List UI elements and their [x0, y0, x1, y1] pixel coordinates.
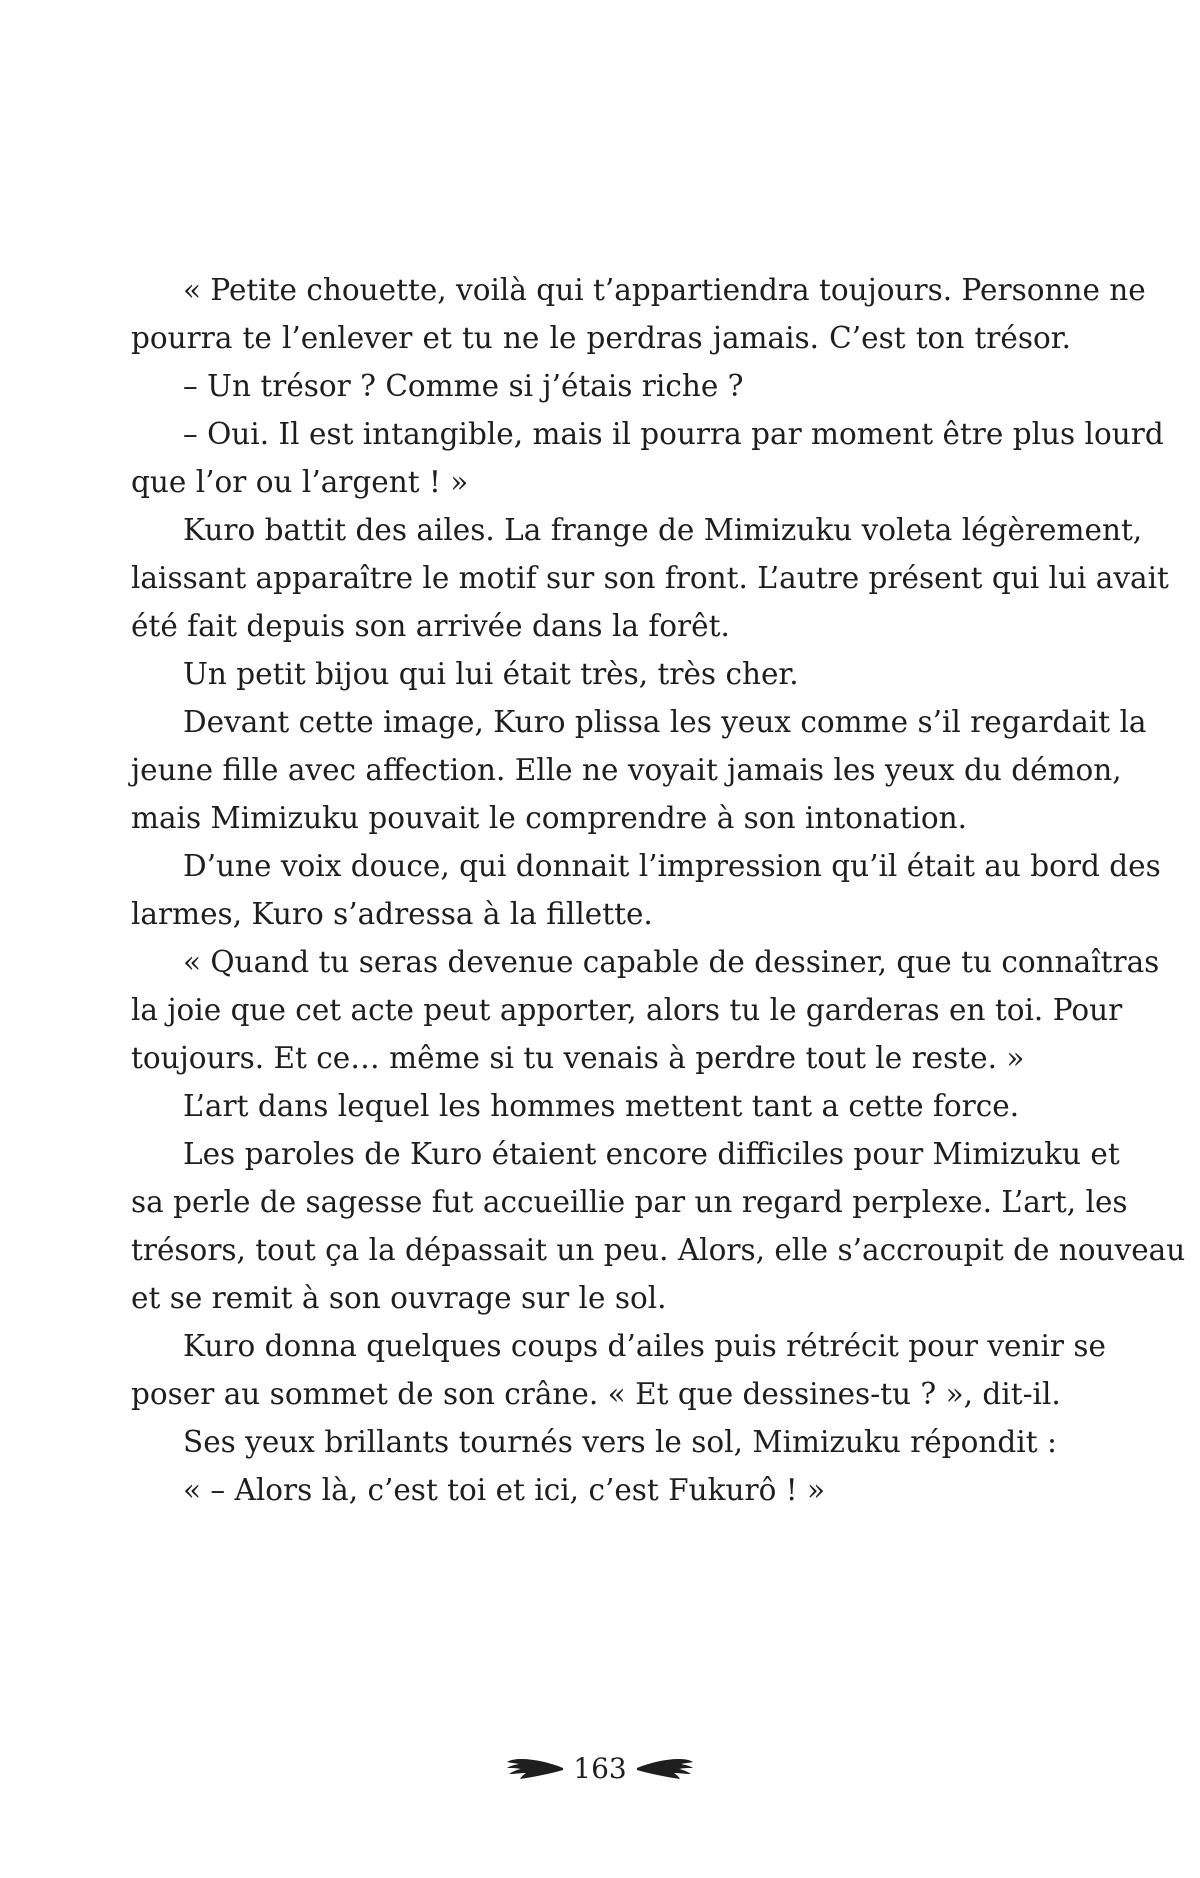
text-line: Devant cette image, Kuro plissa les yeux comme s’il regardait la — [183, 705, 1147, 739]
text-line: larmes, Kuro s’adressa à la fillette. — [131, 897, 653, 931]
text-line: pourra te l’enlever et tu ne le perdras jamais. C’est ton trésor. — [131, 321, 1071, 355]
text-line: L’art dans lequel les hommes mettent tant a cette force. — [183, 1089, 1020, 1123]
text-line: D’une voix douce, qui donnait l’impression qu’il était au bord des — [183, 849, 1161, 883]
text-line: « – Alors là, c’est toi et ici, c’est Fukurô ! » — [183, 1473, 826, 1507]
text-line: poser au sommet de son crâne. « Et que dessines-tu ? », dit-il. — [131, 1377, 1061, 1411]
text-line: Ses yeux brillants tournés vers le sol, Mimizuku répondit : — [183, 1425, 1057, 1459]
page-number: 163 — [573, 1751, 627, 1785]
text-line: – Oui. Il est intangible, mais il pourra par moment être plus lourd — [183, 417, 1164, 451]
text-line: – Un trésor ? Comme si j’étais riche ? — [183, 369, 744, 403]
text-line: « Quand tu seras devenue capable de dessiner, que tu connaîtras — [183, 945, 1160, 979]
text-line: Les paroles de Kuro étaient encore difficiles pour Mimizuku et — [183, 1137, 1120, 1171]
text-line: Un petit bijou qui lui était très, très cher. — [183, 657, 799, 691]
text-line: la joie que cet acte peut apporter, alors tu le garderas en toi. Pour — [131, 993, 1123, 1027]
text-line: que l’or ou l’argent ! » — [131, 465, 469, 499]
text-line: « Petite chouette, voilà qui t’appartiendra toujours. Personne ne — [183, 273, 1146, 307]
text-line: et se remit à son ouvrage sur le sol. — [131, 1281, 667, 1315]
text-line: jeune fille avec affection. Elle ne voyait jamais les yeux du démon, — [131, 753, 1122, 787]
page-footer — [0, 1746, 1200, 1790]
text-line: Kuro battit des ailes. La frange de Mimizuku voleta légèrement, — [183, 513, 1143, 547]
text-line: toujours. Et ce… même si tu venais à perdre tout le reste. » — [131, 1041, 1025, 1075]
page-body — [131, 266, 1186, 1514]
wing-right-icon — [635, 1755, 695, 1781]
text-line: sa perle de sagesse fut accueillie par un regard perplexe. L’art, les — [131, 1185, 1128, 1219]
text-line: été fait depuis son arrivée dans la forêt. — [131, 609, 730, 643]
text-line: trésors, tout ça la dépassait un peu. Alors, elle s’accroupit de nouveau — [131, 1233, 1186, 1267]
text-line: Kuro donna quelques coups d’ailes puis rétrécit pour venir se — [183, 1329, 1106, 1363]
wing-left-icon — [505, 1755, 565, 1781]
text-line: mais Mimizuku pouvait le comprendre à son intonation. — [131, 801, 968, 835]
text-line: laissant apparaître le motif sur son front. L’autre présent qui lui avait — [131, 561, 1169, 595]
